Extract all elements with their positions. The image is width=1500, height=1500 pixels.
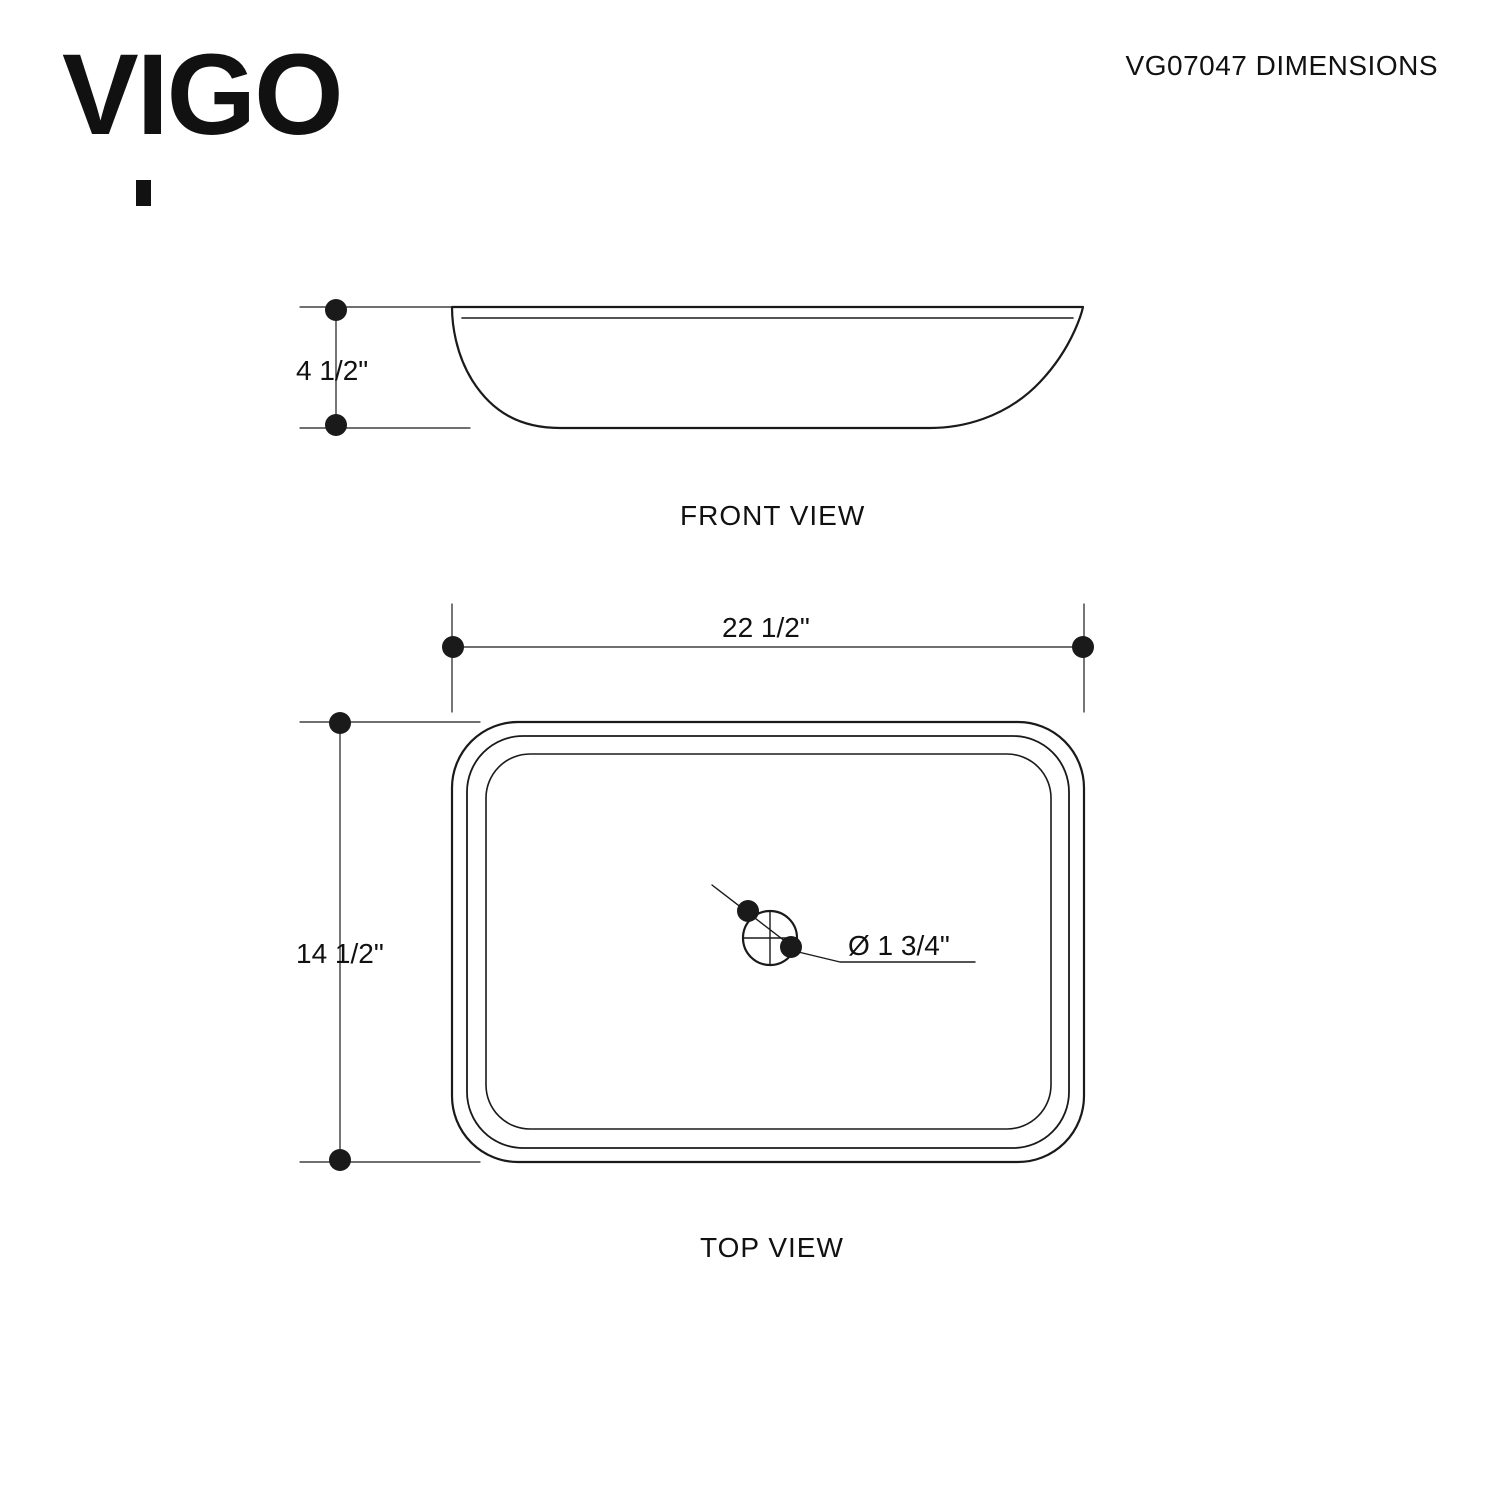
document-code: VG07047 DIMENSIONS (1125, 50, 1438, 81)
front-height-marker-top (325, 299, 347, 321)
vigo-logo (62, 31, 342, 159)
dimension-height-label: 4 1/2" (296, 355, 369, 386)
drain-marker-upper (737, 900, 759, 922)
front-height-marker-bottom (325, 414, 347, 436)
front-view-basin-outline (452, 307, 1083, 428)
top-view-inner-outline (486, 754, 1051, 1129)
drain-circle (743, 911, 797, 965)
dimension-width-label: 22 1/2" (722, 612, 810, 643)
width-marker-left (442, 636, 464, 658)
depth-marker-top (329, 712, 351, 734)
vigo-logo-dot (136, 180, 151, 206)
top-view-outer-outline (452, 722, 1084, 1162)
dimension-depth-label: 14 1/2" (296, 938, 384, 969)
drain-marker-lower (780, 936, 802, 958)
drain-leader-upper (712, 885, 790, 945)
width-marker-right (1072, 636, 1094, 658)
top-view-caption: TOP VIEW (700, 1232, 844, 1263)
vigo-logo-text: VIGO (62, 31, 342, 159)
dimension-drain-label: Ø 1 3/4" (848, 930, 950, 961)
front-view-caption: FRONT VIEW (680, 500, 866, 531)
depth-marker-bottom (329, 1149, 351, 1171)
top-view-rim-outline (467, 736, 1069, 1148)
